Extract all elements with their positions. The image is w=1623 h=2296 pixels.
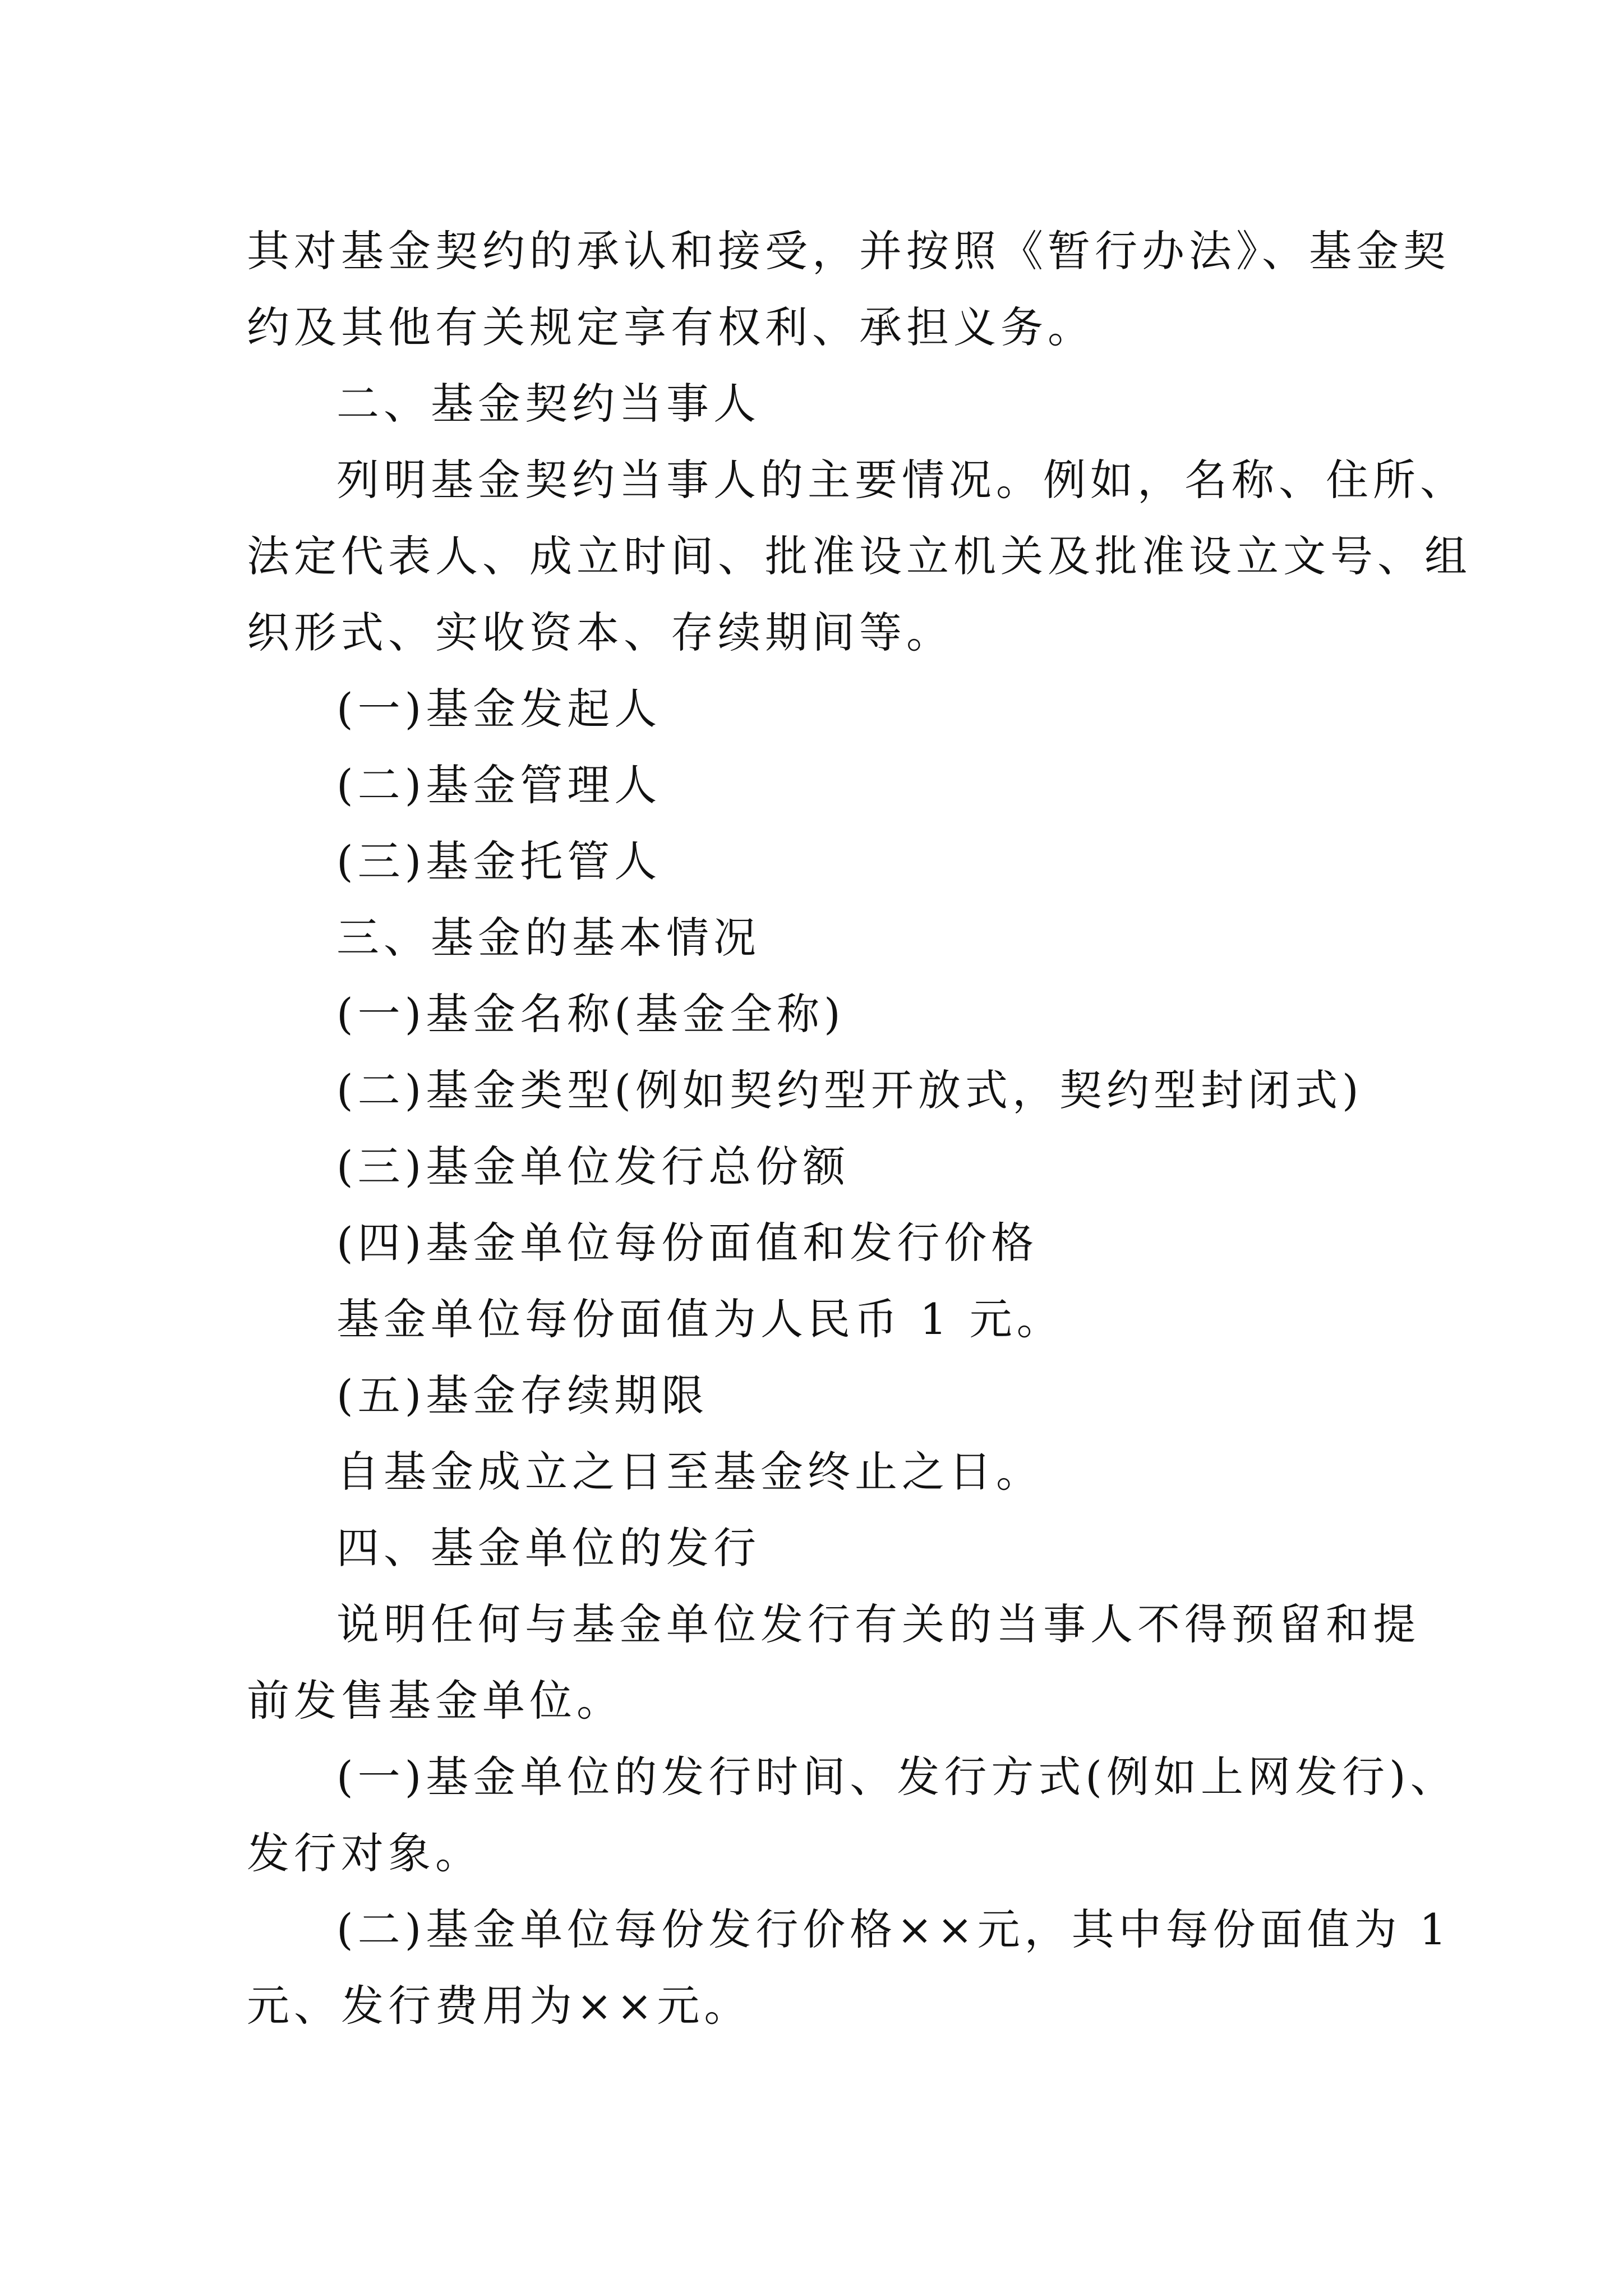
section-heading: 三、基金的基本情况 bbox=[336, 913, 760, 963]
section-heading: 二、基金契约当事人 bbox=[336, 379, 760, 429]
paragraph-line: 约及其他有关规定享有权利、承担义务。 bbox=[247, 302, 1095, 352]
list-item: (五)基金存续期限 bbox=[336, 1370, 709, 1420]
list-item: (二)基金类型(例如契约型开放式，契约型封闭式) bbox=[336, 1065, 1363, 1115]
list-item: (一)基金单位的发行时间、发行方式(例如上网发行)、 bbox=[336, 1752, 1458, 1802]
section-heading: 四、基金单位的发行 bbox=[336, 1523, 760, 1573]
paragraph-line: 前发售基金单位。 bbox=[247, 1676, 624, 1726]
list-item: (三)基金单位发行总份额 bbox=[336, 1142, 850, 1191]
paragraph-line: 基金单位每份面值为人民币 1 元。 bbox=[336, 1294, 1064, 1344]
paragraph-line: 发行对象。 bbox=[247, 1828, 482, 1878]
paragraph-line: 列明基金契约当事人的主要情况。例如，名称、住所、 bbox=[336, 455, 1467, 505]
paragraph-line: 自基金成立之日至基金终止之日。 bbox=[336, 1447, 1043, 1497]
paragraph-line: 说明任何与基金单位发行有关的当事人不得预留和提 bbox=[336, 1599, 1420, 1649]
document-body bbox=[247, 213, 1472, 2044]
list-item: (二)基金单位每份发行价格××元，其中每份面值为 1 bbox=[336, 1904, 1451, 1954]
list-item: (一)基金名称(基金全称) bbox=[336, 989, 845, 1039]
list-item: (一)基金发起人 bbox=[336, 684, 662, 734]
paragraph-line: 法定代表人、成立时间、批准设立机关及批准设立文号、组 bbox=[247, 531, 1472, 581]
list-item: (三)基金托管人 bbox=[336, 836, 662, 886]
list-item: (四)基金单位每份面值和发行价格 bbox=[336, 1218, 1039, 1268]
paragraph-line: 元、发行费用为××元。 bbox=[247, 1981, 751, 2031]
paragraph-line: 其对基金契约的承认和接受，并按照《暂行办法》、基金契 bbox=[247, 226, 1450, 276]
list-item: (二)基金管理人 bbox=[336, 760, 662, 810]
paragraph-line: 织形式、实收资本、存续期间等。 bbox=[247, 608, 953, 657]
